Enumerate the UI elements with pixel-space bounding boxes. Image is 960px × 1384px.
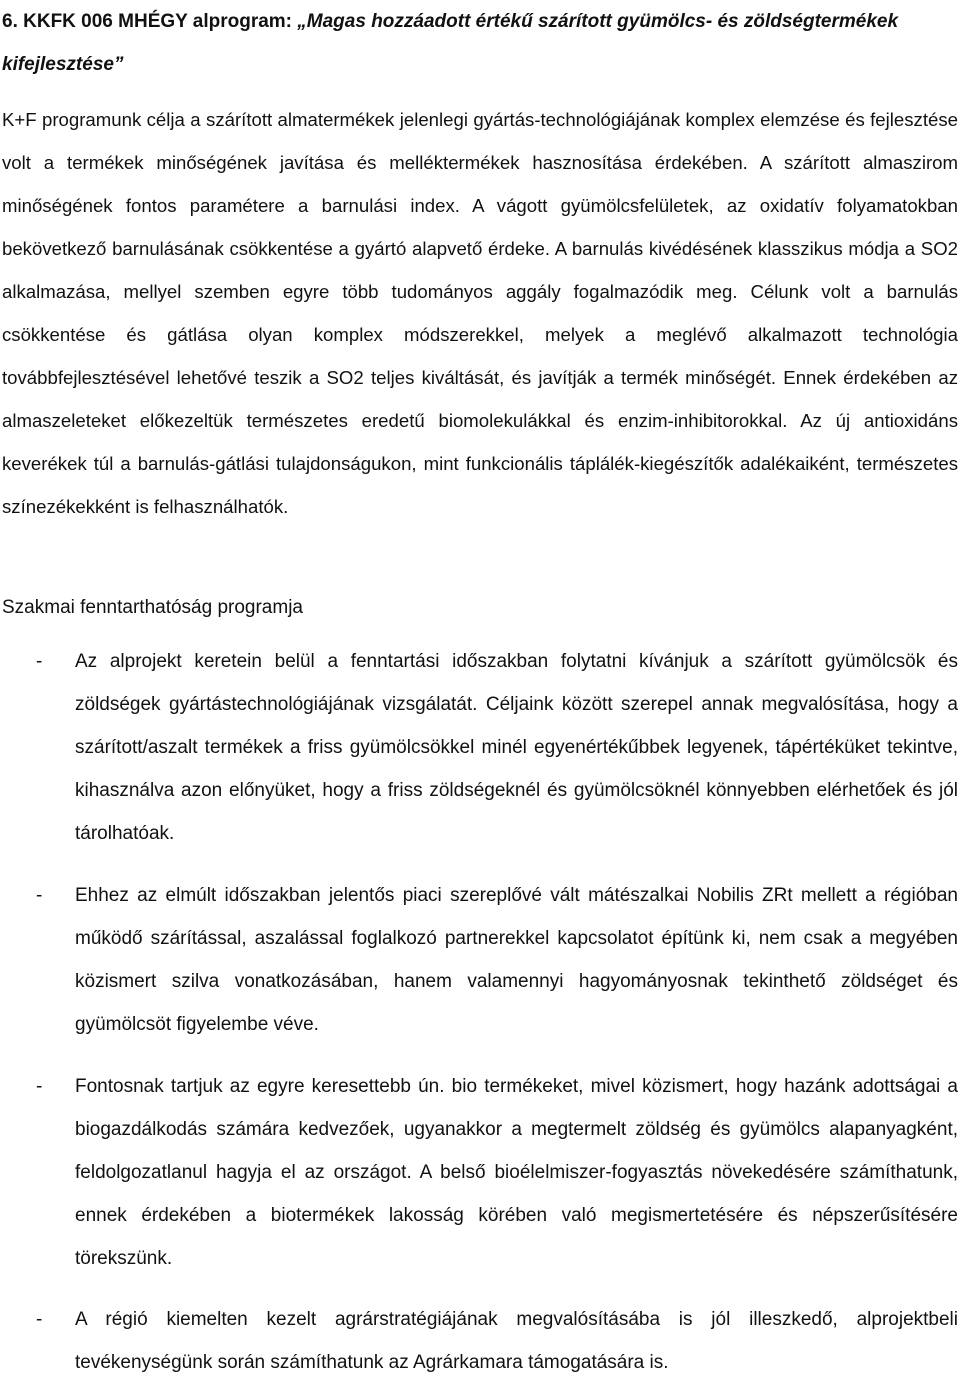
list-item (2, 1065, 958, 1280)
intro-paragraph: K+F programunk célja a szárított almatermékek jelenlegi gyártás-technológiájának komplex elemzése és fejlesztése volt a termékek minőségének javítása és melléktermékek hasznosítása érdekében. A szárított almaszirom minőségének fontos paramétere a barnulási index. A vágott gyümölcsfelületek, az oxidatív folyamatokban bekövetkező barnulásának csökkentése a gyártó alapvető érdeke. A barnulás kivédésének klasszikus módja a SO2 alkalmazása, mellyel szemben egyre több tudományos aggály fogalmazódik meg. Célunk volt a barnulás csökkentése és gátlása olyan komplex módszerekkel, melyek a meglévő alkalmazott technológia továbbfejlesztésével lehetővé teszik a SO2 teljes kiváltását, és javítják a termék minőségét. Ennek érdekében az almaszeleteket előkezeltük természetes eredetű biomolekulákkal és enzim-inhibitorokkal. Az új antioxidáns keverékek túl a barnulás-gátlási tulajdonságukon, mint funkcionális táplálék-kiegészítők adalékaiként, természetes színezékekként is felhasználhatók. (2, 109, 958, 517)
bullet-text: Fontosnak tartjuk az egyre keresettebb ún. bio termékeket, mivel közismert, hogy hazánk adottságai a biogazdálkodás számára kedvezőek, ugyanakkor a megtermelt zöldség és gyümölcs alapanyagként, feldolgozatlanul hagyja el az országot. A belső bioélelmiszer-fogyasztás növekedésére számíthatunk, ennek érdekében a biotermékek lakosság körében való megismertetésére és népszerűsítésére törekszünk. (75, 1076, 958, 1269)
bullet-dash: - (36, 1309, 43, 1330)
bullet-dash: - (36, 885, 43, 906)
title-prefix: 6. KKFK 006 MHÉGY alprogram: (2, 11, 298, 32)
bullet-dash: - (36, 1076, 43, 1097)
document-title (2, 0, 958, 86)
list-item (2, 1298, 958, 1384)
bullet-text: Az alprojekt keretein belül a fenntartási időszakban folytatni kívánjuk a szárított gyümölcsök és zöldségek gyártástechnológiájának vizsgálatát. Céljaink között szerepel annak megvalósítása, hogy a szárított/aszalt termékek a friss gyümölcsökkel minél egyenértékűbbek legyenek, tápértéküket tekintve, kihasználva azon előnyüket, hogy a friss zöldségeknél és gyümölcsöknél könnyebben elérhetőek és jól tárolhatóak. (75, 651, 958, 844)
list-item (2, 640, 958, 855)
list-item (2, 874, 958, 1046)
title-italic: „Magas hozzáadott értékű szárított gyümölcs- és zöldségtermékek kifejlesztése” (2, 11, 899, 75)
bullet-text: A régió kiemelten kezelt agrárstratégiájának megvalósításába is jól illeszkedő, alprojektbeli tevékenységünk során számíthatunk az Agrárkamara támogatására is. (75, 1309, 958, 1373)
section-heading: Szakmai fenntarthatóság programja (2, 597, 303, 618)
bullet-text: Ehhez az elmúlt időszakban jelentős piaci szereplővé vált mátészalkai Nobilis ZRt mellett a régióban működő szárítással, aszalással foglalkozó partnerekkel kapcsolatot építünk ki, nem csak a megyében közismert szilva vonatkozásában, hanem valamennyi hagyományosnak tekinthető zöldséget és gyümölcsöt figyelembe véve. (75, 885, 958, 1035)
bullet-dash: - (36, 651, 43, 672)
